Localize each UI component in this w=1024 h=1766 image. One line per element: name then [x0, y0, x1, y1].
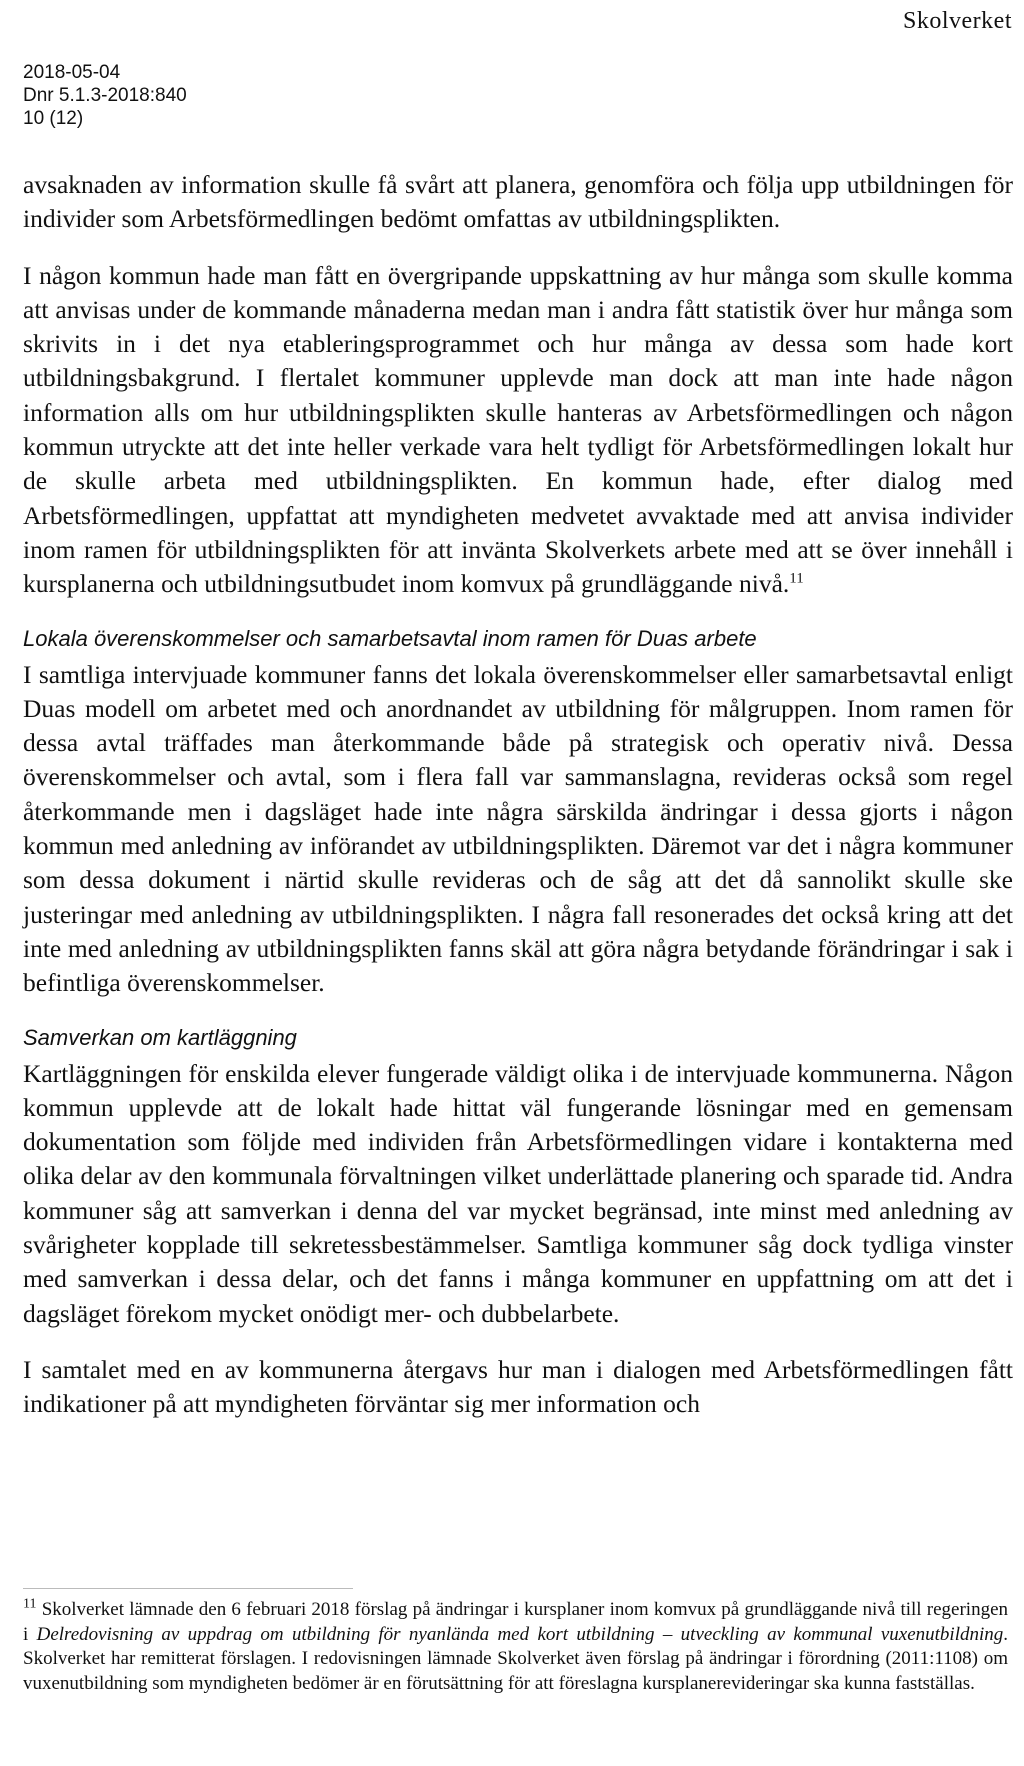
paragraph-2-text: I någon kommun hade man fått en övergripande uppskattning av hur många som skulle komma att anvisas under de kommande månaderna medan man i andra fått statistik över hur många som skrivits in i det nya etableringsprogrammet och hur många av dessa som hade kort utbildningsbakgrund. I flertalet kommuner upplevde man dock att man inte hade någon information alls om hur utbildningsplikten skulle hanteras av Arbetsförmedlingen och någon kommun utryckte att det inte heller verkade vara helt tydligt för Arbetsförmedlingen lokalt hur de skulle arbeta med utbildningsplikten. En kommun hade, efter dialog med Arbetsförmedlingen, uppfattat att myndigheten medvetet avvaktade med att anvisa individer inom ramen för utbildningsplikten för att invänta Skolverkets arbete med att se över innehåll i kursplanerna och utbildningsutbudet inom komvux på grundläggande nivå. [23, 260, 1013, 599]
document-meta [23, 61, 187, 130]
footnote-text-before: Skolverket lämnade den 6 februari 2018 förslag på ändringar i kursplaner inom komvux på grundläggande nivå till regeringen i [23, 1599, 1009, 1645]
paragraph-2 [23, 259, 1013, 602]
document-date: 2018-05-04 [23, 62, 121, 83]
document-body [23, 168, 1013, 1422]
paragraph-4: Kartläggningen för enskilda elever fungerade väldigt olika i de intervjuade kommunerna. Någon kommun upplevde att de lokalt hade hittat väl fungerande lösningar med en gemensam dokumentation som följde med individen från Arbetsförmedlingen vidare i kontakterna med olika delar av den kommunala förvaltningen vilket underlättade planering och sparade tid. Andra kommuner såg att samverkan i denna del var mycket begränsad, inte minst med anledning av svårigheter kopplade till sekretessbestämmelser. Samtliga kommuner såg dock tydliga vinster med samverkan i dessa delar, och det fanns i många kommuner en uppfattning om att det i dagsläget förekom mycket onödigt mer- och dubbelarbete. [23, 1058, 1013, 1328]
paragraph-5: I samtalet med en av kommunerna återgavs hur man i dialogen med Arbetsförmedlingen fått indikationer på att myndigheten förväntar sig mer information och [23, 1354, 1013, 1419]
footnote-number: 11 [23, 1596, 37, 1612]
footnote-report-title: Delredovisning av uppdrag om utbildning för nyanlända med kort utbildning – utveckling av kommunal vuxenutbildning [36, 1623, 1004, 1645]
footnote-divider [23, 1588, 353, 1589]
footnote [23, 1598, 1008, 1696]
paragraph-1: avsaknaden av information skulle få svårt att planera, genomföra och följa upp utbildningen för individer som Arbetsförmedlingen bedömt omfattas av utbildningsplikten. [23, 170, 1013, 234]
paragraph-3: I samtliga intervjuade kommuner fanns det lokala överenskommelser eller samarbetsavtal enligt Duas modell om arbetet med och anordnandet av utbildning för målgruppen. Inom ramen för dessa avtal träffades man återkommande både på strategisk och operativ nivå. Dessa överenskommelser och avtal, som i flera fall var sammanslagna, revideras också som regel återkommande men i dagsläget hade inte några särskilda ändringar i dessa gjorts i någon kommun med anledning av införandet av utbildningsplikten. Däremot var det i några kommuner som dessa dokument i närtid skulle revideras och de såg att det då sannolikt skulle ske justeringar med anledning av utbildningsplikten. I några fall resonerades det också kring att det inte med anledning av utbildningsplikten fanns skäl att göra några betydande förändringar i sak i befintliga överenskommelser. [23, 659, 1013, 998]
footnote-reference: 11 [789, 570, 804, 587]
footnote-text-after: . Skolverket har remitterat förslagen. I redovisningen lämnade Skolverket även förslag på ändringar i förordning (2011:1108) om vuxenutbildning som myndigheten bedömer är en förutsättning för att föreslagna kursplanerevideringar ska kunna fastställas. [23, 1623, 1009, 1694]
section-heading-mapping: Samverkan om kartläggning [23, 1024, 297, 1050]
document-dnr: Dnr 5.1.3-2018:840 [23, 85, 187, 106]
organization-name: Skolverket [903, 8, 1012, 34]
section-heading-agreements: Lokala överenskommelser och samarbetsavtal inom ramen för Duas arbete [23, 625, 757, 651]
page-number: 10 (12) [23, 108, 84, 129]
